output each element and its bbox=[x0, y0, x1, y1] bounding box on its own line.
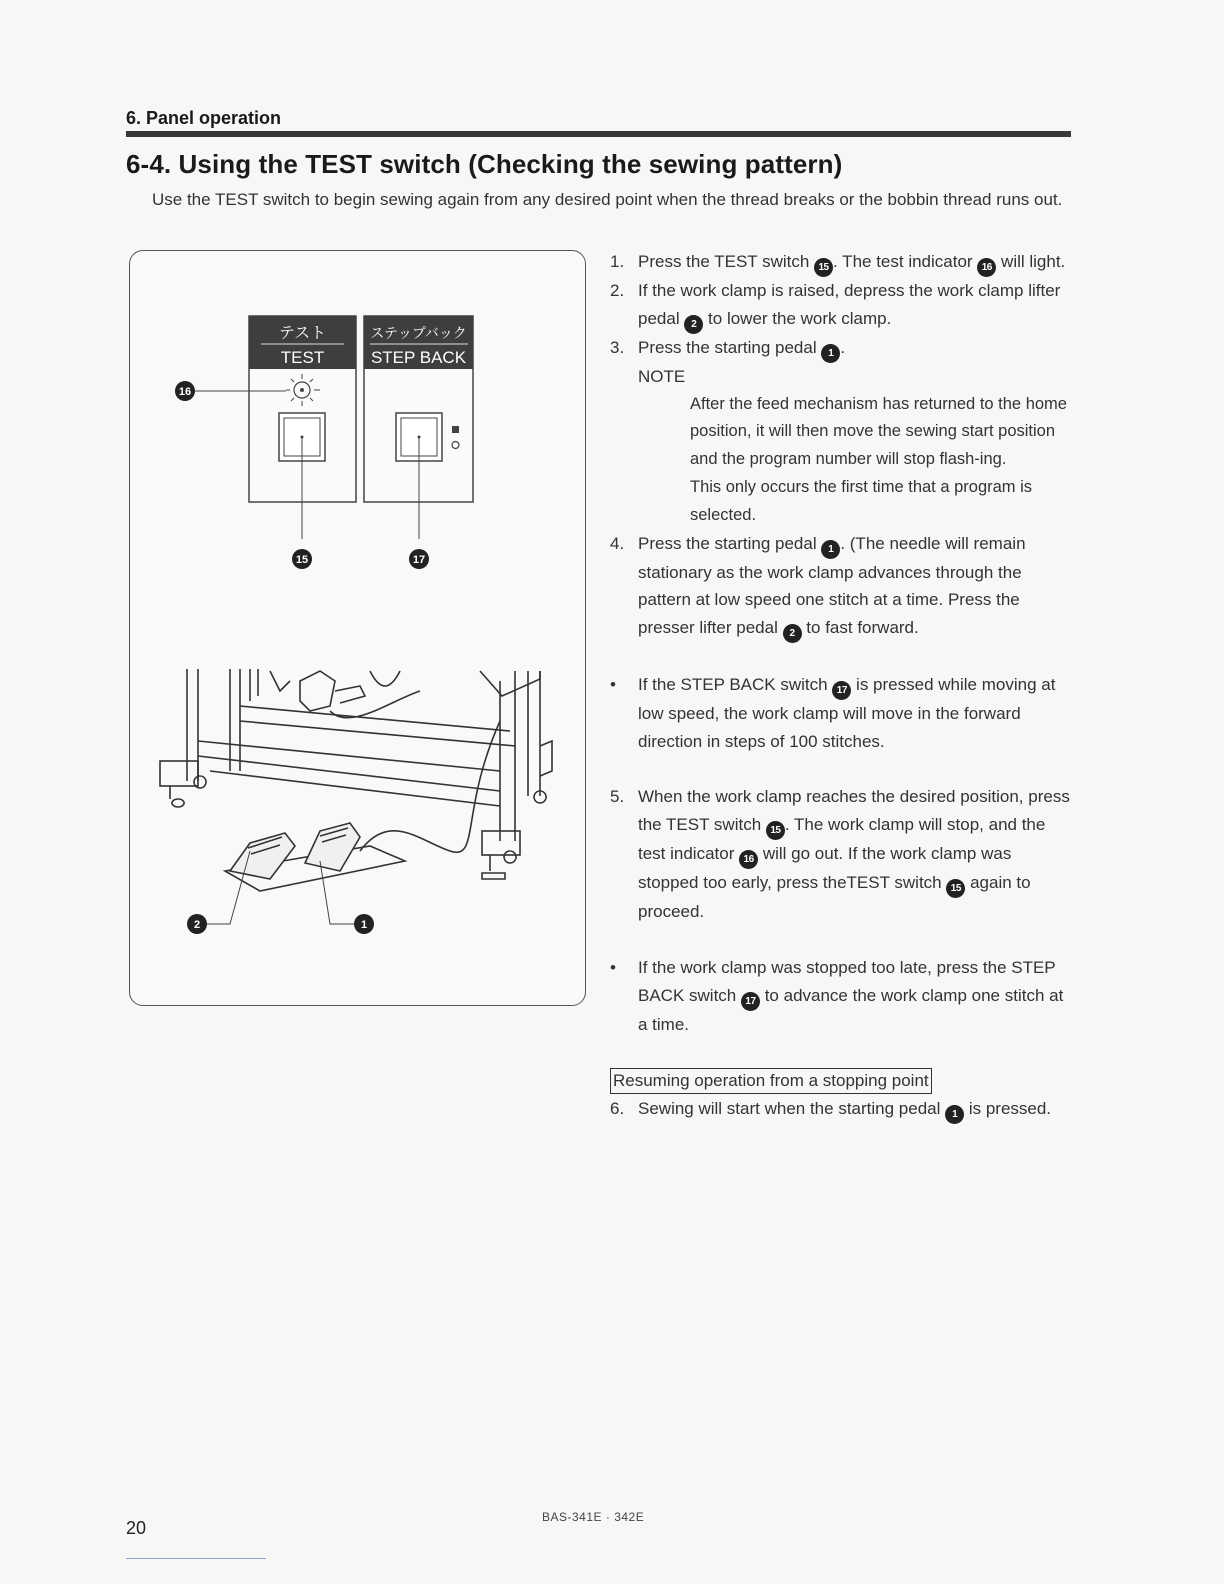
step-6: 6. Sewing will start when the starting pedal 1 is pressed. bbox=[610, 1095, 1072, 1124]
note-text-2: This only occurs the first time that a program is selected. bbox=[690, 477, 1033, 524]
page-number: 20 bbox=[126, 1518, 147, 1538]
page-title: 6-4. Using the TEST switch (Checking the sewing pattern) bbox=[126, 149, 843, 179]
stepback-panel bbox=[364, 316, 473, 539]
test-jp-label: テスト bbox=[278, 325, 327, 342]
callout-16 bbox=[175, 381, 195, 401]
callout-2 bbox=[187, 914, 207, 934]
callout-17 bbox=[409, 549, 429, 569]
step-5: 5. When the work clamp reaches the desired position, press the TEST switch 15 . The work clamp will stop, and the test indicator 16 will go out. If the work clamp was stopped too early, press theTEST switch 15 again to proceed. bbox=[610, 787, 1070, 922]
test-en-label: TEST bbox=[280, 348, 325, 367]
figure-box bbox=[129, 250, 586, 1006]
step-1: 1. Press the TEST switch 15 . The test indicator 16 will light. bbox=[610, 248, 1072, 277]
panel-and-pedal-illustration bbox=[130, 251, 585, 1005]
note-text-1: After the feed mechanism has returned to the home position, it will then move the sewing start position and the program number will stop flash-ing. bbox=[690, 394, 1067, 469]
stepback-jp-label: ステップバック bbox=[370, 325, 467, 341]
note-label: NOTE bbox=[638, 366, 686, 386]
svg-text:1: 1 bbox=[360, 919, 368, 931]
header-rule bbox=[126, 131, 1071, 137]
svg-text:2: 2 bbox=[193, 919, 201, 931]
step-4: 4. Press the starting pedal 1 . (The needle will remain stationary as the work clamp advances through the pattern at low speed one stitch at a time. Press the presser lifter pedal 2 to fast forward. bbox=[610, 530, 1072, 644]
svg-text:15: 15 bbox=[295, 554, 309, 566]
table-stand-drawing bbox=[160, 669, 552, 891]
intro-text: Use the TEST switch to begin sewing again from any desired point when the thread breaks or the bobbin thread runs out. bbox=[152, 190, 1063, 209]
bullet-too-late: • If the work clamp was stopped too late, press the STEP BACK switch 17 to advance the work clamp one stitch at a time. bbox=[610, 957, 1064, 1034]
model-number: BAS-341E · 342E bbox=[542, 1510, 645, 1524]
section-header: 6. Panel operation bbox=[126, 108, 282, 128]
svg-text:16: 16 bbox=[178, 386, 192, 398]
footer-rule bbox=[126, 1558, 266, 1559]
bullet-stepback: • If the STEP BACK switch 17 is pressed while moving at low speed, the work clamp will move in the forward direction in steps of 100 stitches. bbox=[610, 674, 1056, 751]
callout-15 bbox=[292, 549, 312, 569]
svg-text:17: 17 bbox=[412, 554, 426, 566]
stepback-en-label: STEP BACK bbox=[370, 348, 467, 367]
callout-1 bbox=[354, 914, 374, 934]
test-panel bbox=[249, 316, 356, 539]
resume-heading: Resuming operation from a stopping point bbox=[610, 1068, 932, 1094]
instruction-steps bbox=[610, 248, 1072, 1124]
step-3: 3. Press the starting pedal 1 . bbox=[610, 334, 1072, 363]
step-2: 2. If the work clamp is raised, depress the work clamp lifter pedal 2 to lower the work clamp. bbox=[610, 277, 1072, 334]
